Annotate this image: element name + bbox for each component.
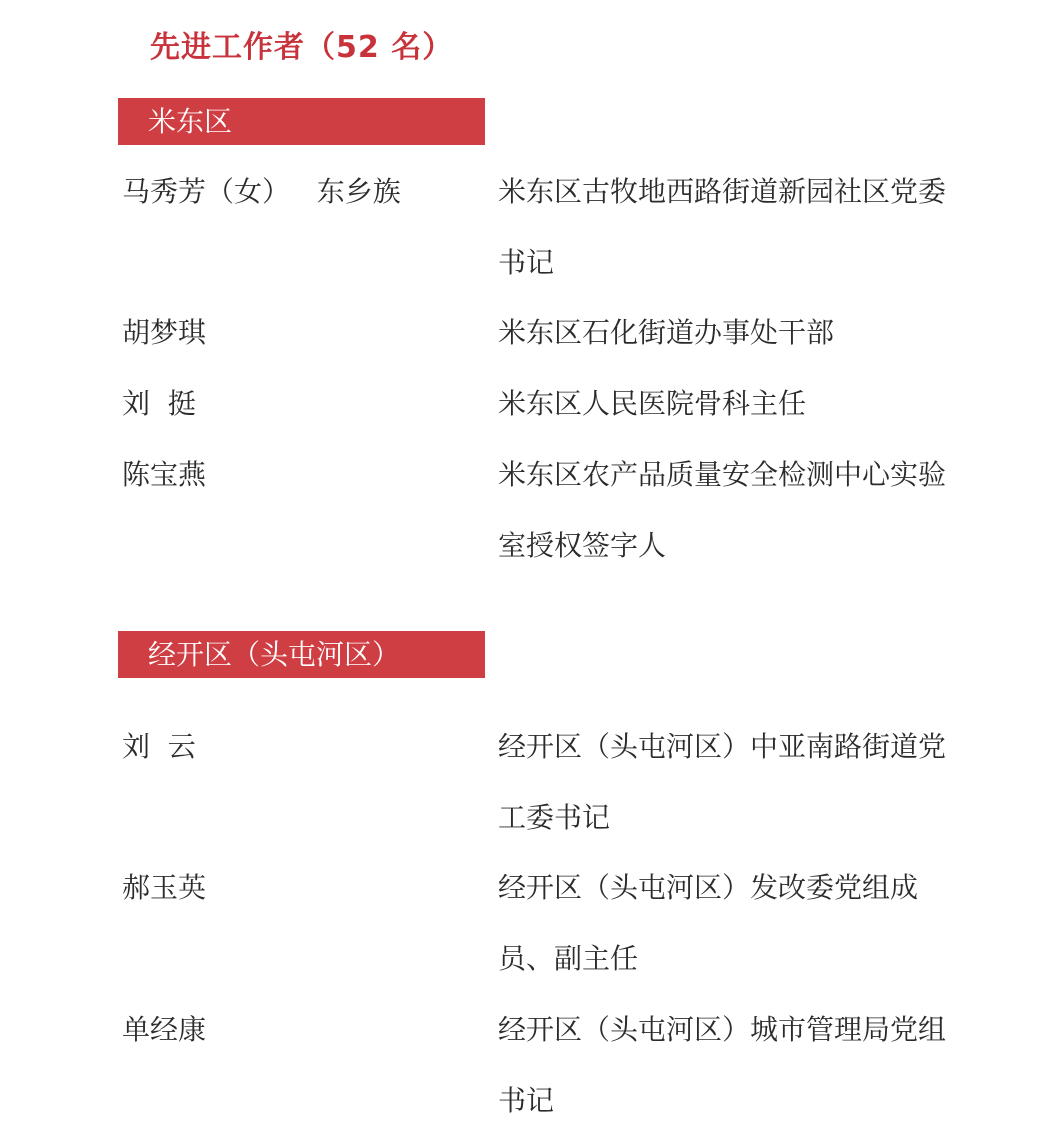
person-name: 陈宝燕	[122, 458, 207, 491]
person-name: 刘 挺	[122, 387, 196, 420]
person-duty	[498, 368, 968, 439]
person-duty	[498, 439, 968, 581]
person-name: 单经康	[122, 1013, 207, 1046]
duty-line: 书记	[498, 246, 555, 279]
person-duty	[498, 852, 968, 994]
duty-line: 米东区农产品质量安全检测中心实验	[498, 458, 947, 491]
duty-line: 员、副主任	[498, 942, 639, 975]
person-name: 马秀芳（女） 东乡族	[122, 175, 401, 208]
person-duty	[498, 711, 968, 853]
duty-line: 米东区古牧地西路街道新园社区党委	[498, 175, 947, 208]
duty-line: 经开区（头屯河区）城市管理局党组	[498, 1013, 947, 1046]
duty-line: 经开区（头屯河区）发改委党组成	[498, 871, 919, 904]
duty-line: 经开区（头屯河区）中亚南路街道党	[498, 730, 947, 763]
duty-line: 米东区人民医院骨科主任	[498, 387, 807, 420]
duty-line: 工委书记	[498, 801, 611, 834]
person-name: 郝玉英	[122, 871, 207, 904]
section-header-jingkai: 经开区（头屯河区）	[118, 631, 485, 678]
person-name: 胡梦琪	[122, 316, 207, 349]
page-title: 先进工作者（52 名）	[150, 30, 454, 65]
person-duty	[498, 297, 968, 368]
person-duty	[498, 994, 968, 1136]
person-duty	[498, 156, 968, 298]
section-header-midong: 米东区	[118, 98, 485, 145]
person-name: 刘 云	[122, 730, 196, 763]
duty-line: 书记	[498, 1084, 555, 1117]
duty-line: 米东区石化街道办事处干部	[498, 316, 835, 349]
duty-line: 室授权签字人	[498, 529, 667, 562]
